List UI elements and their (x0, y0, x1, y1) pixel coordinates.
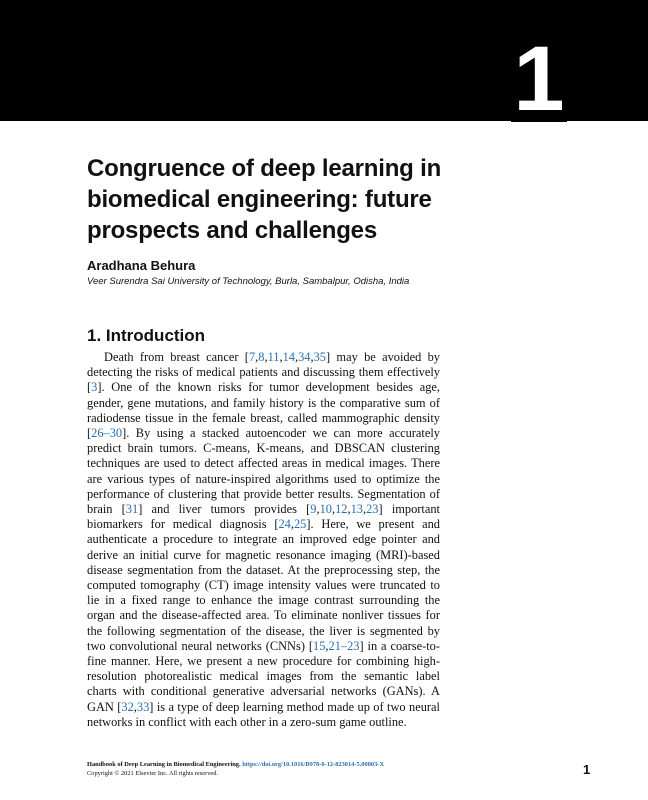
citation-link[interactable]: 15 (313, 638, 326, 653)
footer-book-title: Handbook of Deep Learning in Biomedical Engineering. (87, 761, 241, 768)
author-affiliation: Veer Surendra Sai University of Technology, Burla, Sambalpur, Odisha, India (87, 276, 410, 287)
citation-link[interactable]: 14 (282, 350, 295, 364)
citation-link[interactable]: 21–23 (328, 638, 360, 653)
footer-copyright: Copyright © 2021 Elsevier Inc. All rights reserved. (87, 770, 219, 777)
citation-link[interactable]: 34 (298, 350, 311, 364)
footer-citation (87, 760, 384, 769)
citation-link[interactable]: 12 (335, 502, 348, 517)
citation-link[interactable]: 35 (313, 350, 326, 364)
citation-link[interactable]: 32 (121, 699, 134, 714)
citation-link[interactable]: 10 (319, 502, 332, 517)
citation-link[interactable]: 26–30 (91, 426, 123, 441)
citation-link[interactable]: 3 (91, 380, 98, 395)
citation-link[interactable]: 25 (293, 517, 307, 532)
footer-doi-link[interactable]: https://doi.org/10.1016/B978-0-12-823014-5.00003-X (242, 761, 385, 768)
citation-link[interactable]: 9 (310, 502, 317, 517)
citation-link[interactable]: 24 (278, 517, 291, 532)
author-name: Aradhana Behura (87, 258, 196, 273)
page-number: 1 (583, 762, 591, 777)
citation-link[interactable]: 31 (125, 502, 139, 517)
citation-link[interactable]: 11 (267, 350, 280, 364)
chapter-number: 1 (511, 36, 567, 122)
section-heading: 1. Introduction (87, 326, 206, 345)
introduction-paragraph: Death from breast cancer [7,8,11,14,34,35] may be avoided by detecting the risks of medical patients and discussing them effectively [3]. One of the known risks for tumor development besides age, gender, gene mutations, and family history is the comparative sum of radiodense tissue in the female breast, called mammographic density [26–30]. By using a stacked autoencoder we can more accurately predict brain tumors. C-means, K-means, and DBSCAN clustering techniques are used to detect affected areas in medical images. There are various types of nature-inspired algorithms used to optimize the performance of clustering that provide better results. Segmentation of brain [31] and liver tumors provides [9,10,12,13,23] important biomarkers for medical diagnosis [24,25]. Here, we present and authenticate a procedure to integrate an improved edge pointer and derive an initial curve for magnetic resonance imaging (MRI)-based disease segmentation from the dataset. At the preprocessing step, the computed tomography (CT) image intensity values were truncated to lie in a fixed range to enhance the image contrast surrounding the organ and the disease-affected area. To eliminate nonliver tissues for the following segmentation of the disease, the liver is segmented by two convolutional neural networks (CNNs) [15,21–23] in a coarse-to-fine manner. Here, we present a new procedure for combining high-resolution photorealistic medical images from the semantic label charts with conditional generative adversarial networks (GANs). A GAN [32,33] is a type of deep learning method made up of two neural networks in conflict with each other in a zero-sum game outline. (87, 350, 440, 729)
citation-link[interactable]: 13 (350, 502, 363, 517)
citation-link[interactable]: 8 (258, 350, 265, 364)
chapter-title: Congruence of deep learning in biomedical engineering: future prospects and challenges (87, 155, 442, 244)
citation-link[interactable]: 7 (248, 350, 256, 364)
citation-link[interactable]: 23 (366, 502, 379, 517)
citation-link[interactable]: 33 (136, 699, 150, 714)
